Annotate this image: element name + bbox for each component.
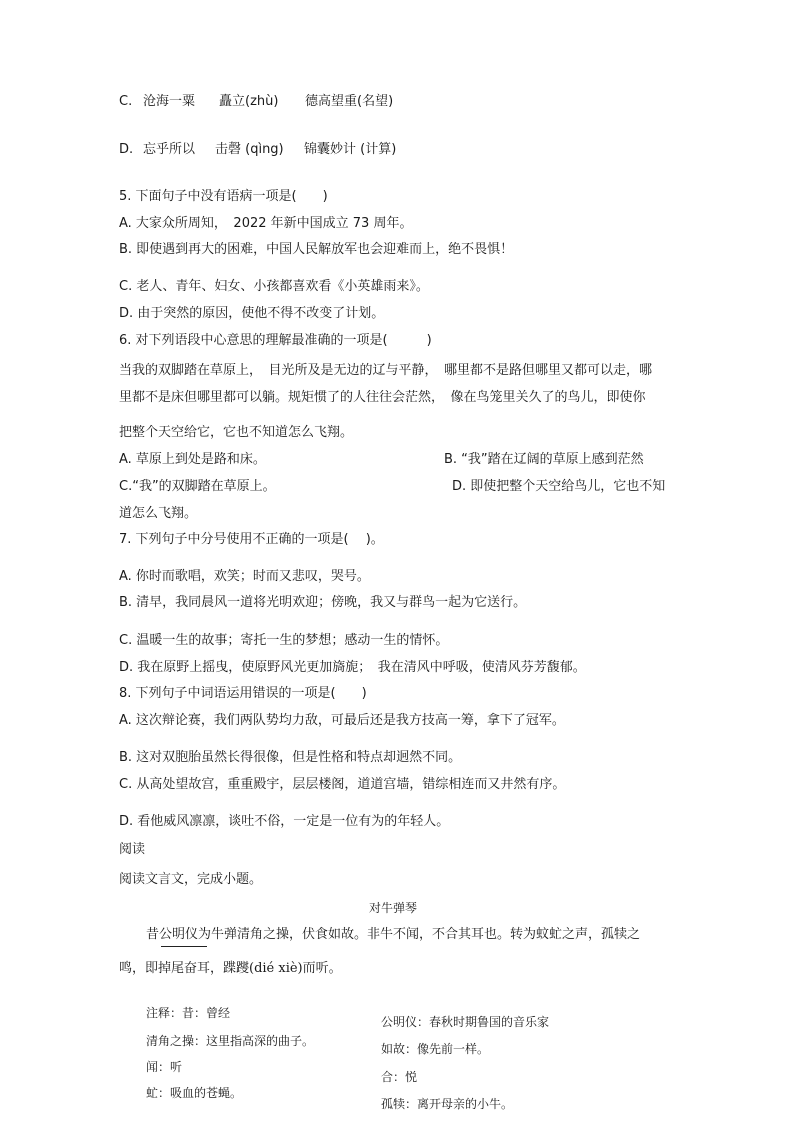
name-underline xyxy=(161,946,207,947)
q8-stem: 8. 下列句子中词语运用错误的一项是( ) xyxy=(119,686,367,701)
q4-d-word-a: 忘乎所以 xyxy=(143,142,196,157)
q7-option-a: A. 你时而歌唱，欢笑；时而又悲叹，哭号。 xyxy=(119,569,370,584)
q8-option-d: D. 看他威风凛凛，谈吐不俗，一定是一位有为的年轻人。 xyxy=(119,814,450,829)
q4-c-word-a: 沧海一粟 xyxy=(143,94,196,109)
q5-option-a: A. 大家众所周知， 2022 年新中国成立 73 周年。 xyxy=(119,216,413,231)
q6-option-b: B. “我”踏在辽阔的草原上感到茫然 xyxy=(444,452,644,467)
q8-option-b: B. 这对双胞胎虽然长得很像，但是性格和特点却迥然不同。 xyxy=(119,750,462,765)
classical-text-line-1: 昔公明仪为牛弹清角之操，伏食如故。非牛不闻，不合其耳也。转为蚊虻之声，孤犊之 xyxy=(146,927,641,942)
q6-option-d-continued: 道怎么飞翔。 xyxy=(119,506,198,521)
q7-stem: 7. 下列句子中分号使用不正确的一项是( )。 xyxy=(119,532,384,547)
q4-option-c xyxy=(119,93,394,111)
q4-option-d xyxy=(119,141,397,159)
q4-c-word-c: 德高望重(名望) xyxy=(305,94,394,109)
note-meng: 虻：吸血的苍蝇。 xyxy=(146,1086,243,1100)
q5-option-c: C. 老人、青年、妇女、小孩都喜欢看《小英雄雨来》。 xyxy=(119,279,429,294)
q7-option-d: D. 我在原野上摇曳，使原野风光更加旖旎； 我在清风中呼吸，使清风芬芳馥郁。 xyxy=(119,660,586,675)
q4-d-label: D. xyxy=(119,142,134,157)
q8-option-c: C. 从高处望故宫，重重殿宇，层层楼阁，道道宫墙，错综相连而又井然有序。 xyxy=(119,777,566,792)
q6-option-a: A. 草原上到处是路和床。 xyxy=(119,452,266,467)
q5-stem: 5. 下面句子中没有语病一项是( ) xyxy=(119,189,328,204)
note-gongmingyi: 公明仪：春秋时期鲁国的音乐家 xyxy=(381,1015,550,1029)
q4-d-word-b: 击磬 (qìng) xyxy=(215,142,284,157)
passage-title: 对牛弹琴 xyxy=(369,901,418,915)
q7-option-b: B. 清早，我同晨风一道将光明欢迎；傍晚，我又与群鸟一起为它送行。 xyxy=(119,595,527,610)
q8-option-a: A. 这次辩论赛，我们两队势均力敌，可最后还是我方技高一筹，拿下了冠军。 xyxy=(119,713,565,728)
q7-option-c: C. 温暖一生的故事；寄托一生的梦想；感动一生的情怀。 xyxy=(119,633,449,648)
q4-d-word-c: 锦囊妙计 (计算) xyxy=(304,142,397,157)
q6-option-c: C.“我”的双脚踏在草原上。 xyxy=(119,479,276,494)
note-xi: 注释：昔：曾经 xyxy=(146,1006,231,1020)
q6-passage-line-3: 把整个天空给它，它也不知道怎么飞翔。 xyxy=(119,425,354,440)
section-heading-reading: 阅读 xyxy=(119,842,146,857)
note-qingjiao: 清角之操：这里指高深的曲子。 xyxy=(146,1034,315,1048)
reading-instruction: 阅读文言文，完成小题。 xyxy=(119,872,263,887)
note-gudu: 孤犊：离开母亲的小牛。 xyxy=(381,1097,514,1111)
q4-c-label: C. xyxy=(119,94,133,109)
q6-passage-line-2: 里都不是床但哪里都可以躺。规矩惯了的人往往会茫然， 像在鸟笼里关久了的鸟儿，即使你 xyxy=(119,390,646,405)
note-wen: 闻：听 xyxy=(146,1060,183,1074)
note-rugu: 如故：像先前一样。 xyxy=(381,1042,490,1056)
q6-option-d: D. 即使把整个天空给鸟儿，它也不知 xyxy=(452,479,666,494)
q5-option-b: B. 即使遇到再大的困难，中国人民解放军也会迎难而上，绝不畏惧！ xyxy=(119,242,514,257)
classical-text-line-2: 鸣，即掉尾奋耳，蹀躞(dié xiè)而听。 xyxy=(119,961,342,976)
q6-stem: 6. 对下列语段中心意思的理解最准确的一项是( ) xyxy=(119,333,432,348)
q6-passage-line-1: 当我的双脚踏在草原上， 目光所及是无边的辽与平静， 哪里都不是路但哪里又都可以走，哪 xyxy=(119,363,653,378)
note-he: 合：悦 xyxy=(381,1070,418,1084)
q5-option-d: D. 由于突然的原因，使他不得不改变了计划。 xyxy=(119,306,385,321)
q4-c-word-b: 矗立(zhù) xyxy=(219,94,279,109)
